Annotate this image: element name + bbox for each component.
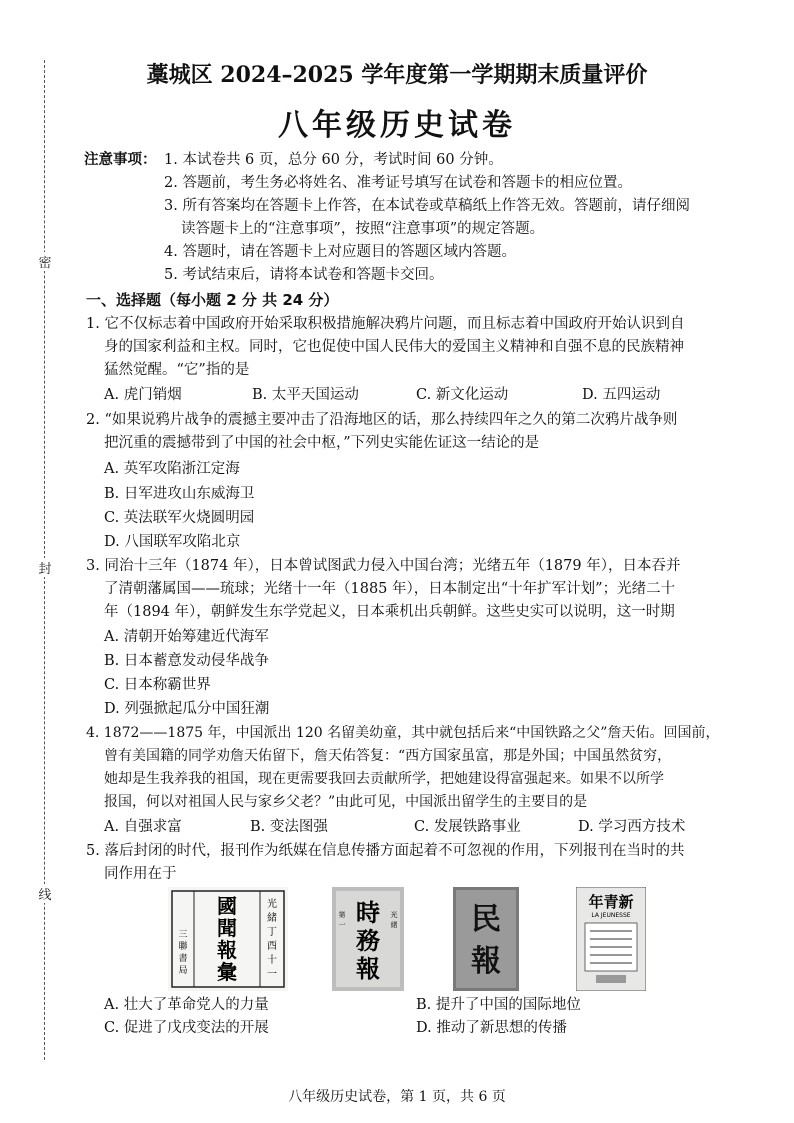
svg-text:報: 報 [356,954,380,983]
q2-option-c: C. 英法联军火烧圆明园 [104,510,255,526]
note-item: 2. 答题前，考生务必将姓名、准考证号填写在试卷和答题卡的相应位置。 [164,175,632,191]
svg-text:時: 時 [356,898,380,927]
note-item: 3. 所有答案均在答题卡上作答，在本试卷或草稿纸上作答无效。答题前，请仔细阅 [164,198,690,214]
binding-mark-xian: 线 [36,884,54,903]
q5-option-b: B. 提升了中国的国际地位 [416,997,581,1013]
svg-text:酉: 酉 [267,941,277,952]
q2-option-b: B. 日军进攻山东威海卫 [104,486,255,502]
question-5-line: 5. 落后封闭的时代，报刊作为纸媒在信息传播方面起着不可忽视的作用，下列报刊在当时的共 [86,843,685,859]
question-4-line: 4. 1872——1875 年，中国派出 120 名留美幼童，其中就包括后来“中国铁路之父”詹天佑。回国前， [86,725,720,741]
binding-mark-feng: 封 [36,558,54,577]
svg-text:聞: 聞 [217,916,237,940]
question-5-line: 同作用在于 [104,866,177,882]
notes-label: 注意事项： [84,152,157,168]
svg-text:光: 光 [267,899,277,910]
svg-text:緒: 緒 [390,921,398,929]
svg-text:務: 務 [356,926,380,955]
q5-option-d: D. 推动了新思想的传播 [416,1020,567,1036]
svg-text:民: 民 [471,902,501,937]
note-item: 读答题卡上的“注意事项”，按照“注意事项”的规定答题。 [181,221,545,237]
question-1-line: 身的国家利益和主权。同时，它也促使中国人民伟大的爱国主义精神和自强不息的民族精神 [104,339,684,355]
note-item: 5. 考试结束后，请将本试卷和答题卡交回。 [164,267,444,283]
newspaper-guowenbao-image [168,887,288,991]
svg-text:一: 一 [267,969,277,980]
svg-text:LA JEUNESSE: LA JEUNESSE [591,912,631,919]
svg-text:聯: 聯 [178,942,188,952]
svg-text:緒: 緒 [267,913,277,924]
q2-option-d: D. 八国联军攻陷北京 [104,534,241,550]
svg-text:國: 國 [217,894,237,918]
question-1-line: 猛然觉醒。“它”指的是 [104,362,250,378]
q5-option-a: A. 壮大了革命党人的力量 [104,997,269,1013]
svg-text:第: 第 [338,911,346,919]
question-3-line: 3. 同治十三年（1874 年），日本曾试图武力侵入中国台湾；光绪五年（1879 年），日本吞并 [86,558,681,574]
q1-option-d: D. 五四运动 [582,387,661,403]
svg-text:丁: 丁 [267,927,277,938]
exam-subtitle: 八年级历史试卷 [278,108,516,143]
svg-text:彙: 彙 [217,960,237,984]
binding-mark-mi: 密 [36,252,54,271]
note-item: 4. 答题时，请在答题卡上对应题目的答题区域内答题。 [164,244,516,260]
svg-text:報: 報 [217,938,237,962]
q5-option-c: C. 促进了戊戌变法的开展 [104,1020,269,1036]
question-2-line: 2. “如果说鸦片战争的震撼主要冲击了沿海地区的话，那么持续四年之久的第二次鸦片战争则 [86,412,678,428]
q3-option-b: B. 日本蓄意发动侵华战争 [104,653,269,669]
q4-option-d: D. 学习西方技术 [578,819,686,835]
q4-option-b: B. 变法图强 [250,819,328,835]
note-item: 1. 本试卷共 6 页，总分 60 分，考试时间 60 分钟。 [164,152,503,168]
newspaper-shiwubao-image [332,887,404,991]
q3-option-c: C. 日本称霸世界 [104,677,211,693]
svg-text:年青新: 年青新 [588,893,634,911]
q1-option-b: B. 太平天国运动 [252,387,359,403]
svg-text:局: 局 [178,966,188,976]
exam-title: 藁城区 2024–2025 学年度第一学期期末质量评价 [146,62,648,88]
question-2-line: 把沉重的震撼带到了中国的社会中枢，”下列史实能佐证这一结论的是 [104,435,540,451]
question-3-line: 了清朝藩属国——琉球；光绪十一年（1885 年），日本制定出“十年扩军计划”；光绪二十 [104,581,676,597]
q1-option-c: C. 新文化运动 [416,387,509,403]
svg-text:報: 報 [471,944,501,979]
q1-option-a: A. 虎门销烟 [104,387,182,403]
svg-text:十: 十 [267,955,277,966]
question-4-line: 报国，何以对祖国人民与家乡父老？”由此可见，中国派出留学生的主要目的是 [104,794,588,810]
q3-option-d: D. 列强掀起瓜分中国狂潮 [104,701,270,717]
newspaper-minbao-image [453,887,519,991]
q2-option-a: A. 英军攻陷浙江定海 [104,461,240,477]
question-1-line: 1. 它不仅标志着中国政府开始采取积极措施解决鸦片问题，而且标志着中国政府开始认识到自 [86,316,685,332]
svg-text:三: 三 [178,930,188,940]
page-footer: 八年级历史试卷，第 1 页，共 6 页 [288,1089,506,1105]
q4-option-a: A. 自强求富 [104,819,182,835]
question-4-line: 曾有美国籍的同学劝詹天佑留下，詹天佑答复：“西方国家虽富，那是外国；中国虽然贫穷， [104,748,672,764]
svg-text:光: 光 [390,911,398,919]
newspaper-xinqingnian-image [576,887,646,991]
svg-text:書: 書 [178,954,188,964]
q3-option-a: A. 清朝开始筹建近代海军 [104,629,269,645]
question-4-line: 她却是生我养我的祖国，现在更需要我回去贡献所学，把她建设得富强起来。如果不以所学 [104,771,664,787]
svg-text:一: 一 [338,921,346,929]
section-heading: 一、选择题（每小题 2 分 共 24 分） [86,291,339,309]
q4-option-c: C. 发展铁路事业 [414,819,521,835]
question-3-line: 年（1894 年），朝鲜发生东学党起义，日本乘机出兵朝鲜。这些史实可以说明，这一时期 [104,604,675,620]
